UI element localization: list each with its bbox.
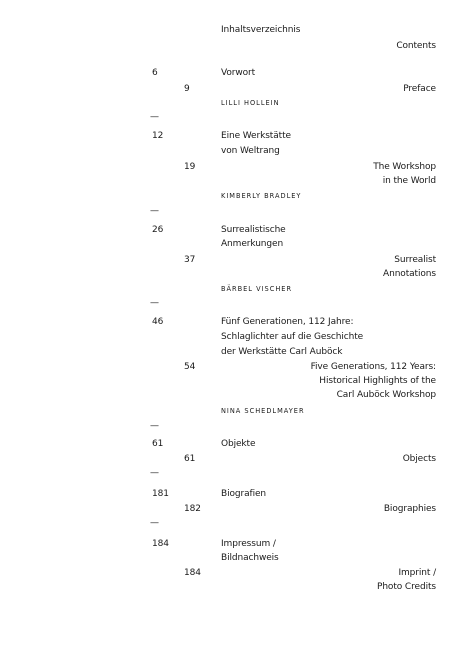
page-number-de[interactable]: 181 xyxy=(152,489,169,499)
page-number-en[interactable]: 37 xyxy=(184,255,196,265)
page-number-en[interactable]: 9 xyxy=(184,84,190,94)
entry-title-de-line-2[interactable]: von Weltrang xyxy=(221,146,280,156)
entry-title-en[interactable]: Biographies xyxy=(383,504,436,514)
entry-title-de[interactable]: Biografien xyxy=(221,489,267,499)
page-number-en[interactable]: 182 xyxy=(184,504,201,514)
page-number-en[interactable]: 184 xyxy=(184,568,201,578)
entry-title-en-line-2[interactable]: Photo Credits xyxy=(377,582,436,592)
entry-title-en-line-2[interactable]: Historical Highlights of the xyxy=(319,376,436,386)
section-separator: — xyxy=(150,468,159,478)
page-number-en[interactable]: 54 xyxy=(184,362,196,372)
entry-title-en-line-1[interactable]: Surrealist xyxy=(394,255,436,265)
entry-title-en-line-1[interactable]: Imprint / xyxy=(398,568,436,578)
section-separator: — xyxy=(150,206,159,216)
section-separator: — xyxy=(150,518,159,528)
entry-title-de-line-2[interactable]: Schlaglichter auf die Geschichte xyxy=(221,332,364,342)
page-number-en[interactable]: 61 xyxy=(184,454,196,464)
entry-title-de-line-1[interactable]: Impressum / xyxy=(221,539,276,549)
page-number-en[interactable]: 19 xyxy=(184,162,196,172)
entry-author: LILLI HOLLEIN xyxy=(221,99,280,107)
page-number-de[interactable]: 26 xyxy=(152,225,164,235)
page-number-de[interactable]: 46 xyxy=(152,317,164,327)
section-separator: — xyxy=(150,112,159,122)
section-separator: — xyxy=(150,298,159,308)
entry-title-de-line-2[interactable]: Anmerkungen xyxy=(221,239,284,249)
entry-title-en-line-2[interactable]: Annotations xyxy=(383,269,436,279)
page-number-de[interactable]: 184 xyxy=(152,539,169,549)
entry-title-en-line-3[interactable]: Carl Auböck Workshop xyxy=(336,390,436,400)
entry-title-de-line-2[interactable]: Bildnachweis xyxy=(221,553,279,563)
entry-title-en[interactable]: Preface xyxy=(403,84,436,94)
entry-title-de[interactable]: Vorwort xyxy=(221,68,256,78)
entry-title-de-line-3[interactable]: der Werkstätte Carl Auböck xyxy=(221,347,343,357)
entry-author: BÄRBEL VISCHER xyxy=(221,285,293,293)
page-number-de[interactable]: 61 xyxy=(152,439,164,449)
entry-title-en[interactable]: Objects xyxy=(402,454,436,464)
contents-title-de: Inhaltsverzeichnis xyxy=(221,25,301,35)
page-number-de[interactable]: 6 xyxy=(152,68,158,78)
entry-author: KIMBERLY BRADLEY xyxy=(221,192,302,200)
entry-title-en-line-2[interactable]: in the World xyxy=(382,176,436,186)
entry-title-de-line-1[interactable]: Surrealistische xyxy=(221,225,286,235)
section-separator: — xyxy=(150,421,159,431)
entry-author: NINA SCHEDLMAYER xyxy=(221,407,305,415)
entry-title-en-line-1[interactable]: The Workshop xyxy=(373,162,436,172)
entry-title-de-line-1[interactable]: Fünf Generationen, 112 Jahre: xyxy=(221,317,354,327)
contents-title-en: Contents xyxy=(396,41,436,51)
entry-title-de-line-1[interactable]: Eine Werkstätte xyxy=(221,131,291,141)
entry-title-de[interactable]: Objekte xyxy=(221,439,256,449)
entry-title-en-line-1[interactable]: Five Generations, 112 Years: xyxy=(310,362,436,372)
page-number-de[interactable]: 12 xyxy=(152,131,164,141)
